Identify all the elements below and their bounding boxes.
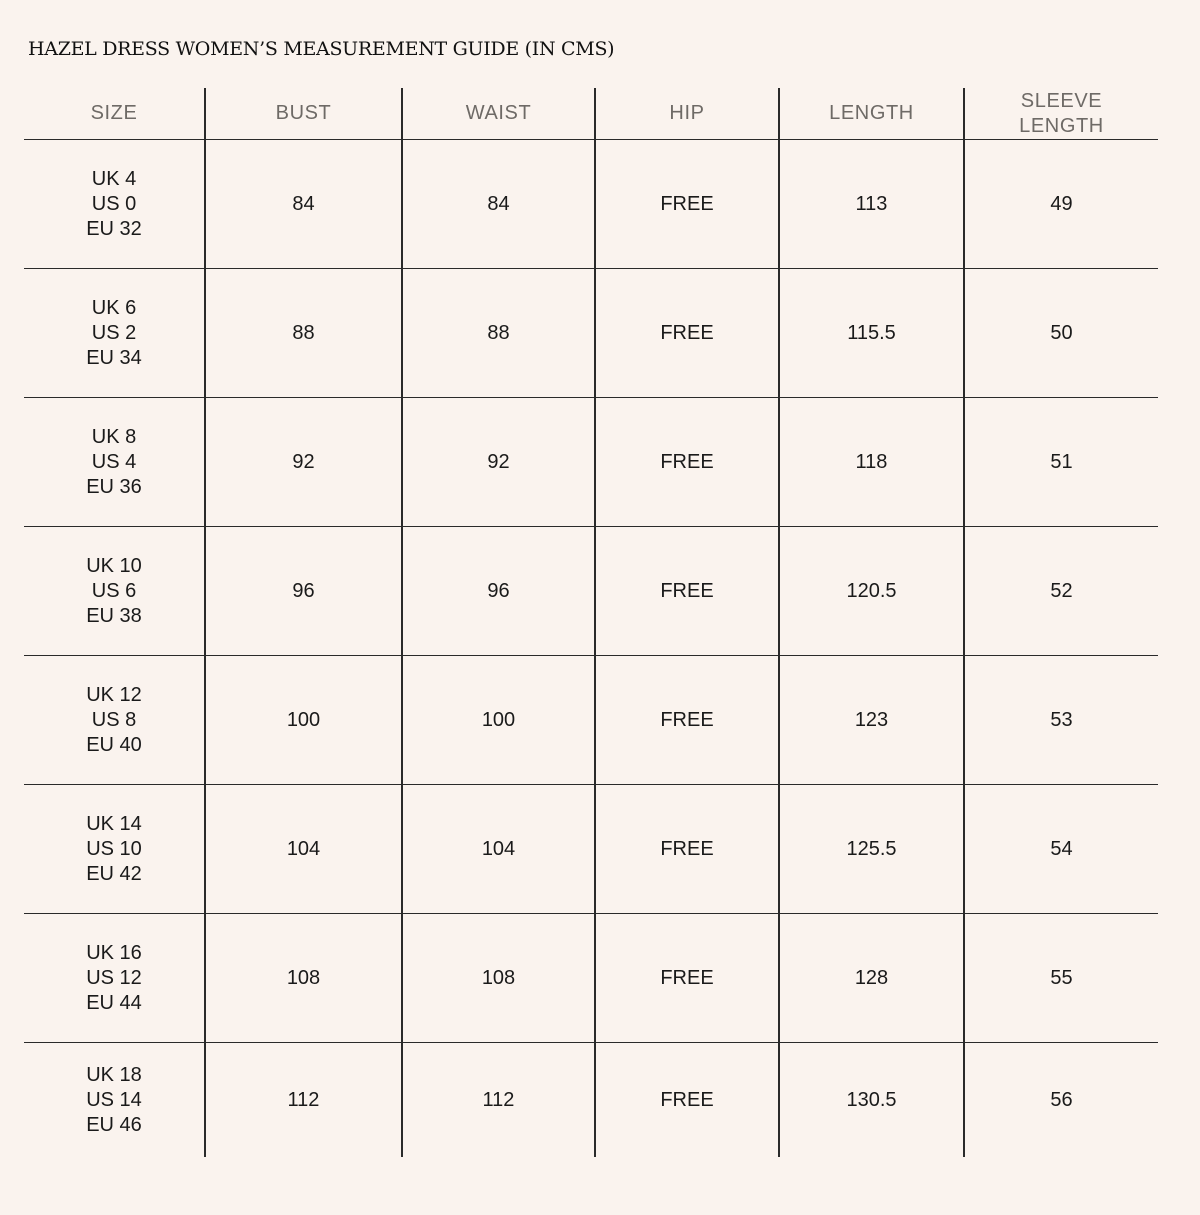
sleeve-length-cell: 55 <box>964 914 1158 1043</box>
size-cell <box>24 656 205 785</box>
hip-cell: FREE <box>595 269 779 398</box>
length-cell: 123 <box>779 656 964 785</box>
header-waist: WAIST <box>402 88 595 140</box>
size-uk: UK 16 <box>86 941 142 964</box>
table-row <box>24 785 1158 914</box>
table-row <box>24 656 1158 785</box>
size-us: US 6 <box>91 579 137 602</box>
length-cell: 130.5 <box>779 1043 964 1158</box>
table-row <box>24 140 1158 269</box>
page-title: HAZEL DRESS WOMEN’S MEASUREMENT GUIDE (IN CMS) <box>28 38 615 60</box>
size-us: US 0 <box>91 192 137 215</box>
size-eu: EU 32 <box>86 217 142 240</box>
size-us: US 14 <box>86 1088 142 1111</box>
size-cell <box>24 1043 205 1158</box>
sleeve-length-cell: 51 <box>964 398 1158 527</box>
size-us: US 2 <box>91 321 137 344</box>
size-uk: UK 4 <box>91 167 137 190</box>
table-row <box>24 527 1158 656</box>
size-uk: UK 18 <box>86 1063 142 1086</box>
hip-cell: FREE <box>595 398 779 527</box>
hip-cell: FREE <box>595 785 779 914</box>
length-cell: 120.5 <box>779 527 964 656</box>
header-size: SIZE <box>24 88 205 140</box>
length-cell: 113 <box>779 140 964 269</box>
hip-cell: FREE <box>595 527 779 656</box>
size-cell <box>24 398 205 527</box>
bust-cell: 84 <box>205 140 402 269</box>
table-row <box>24 1043 1158 1158</box>
bust-cell: 88 <box>205 269 402 398</box>
bust-cell: 112 <box>205 1043 402 1158</box>
size-cell <box>24 269 205 398</box>
waist-cell: 100 <box>402 656 595 785</box>
header-bust: BUST <box>205 88 402 140</box>
table-row <box>24 398 1158 527</box>
length-cell: 118 <box>779 398 964 527</box>
size-eu: EU 44 <box>86 991 142 1014</box>
length-cell: 125.5 <box>779 785 964 914</box>
waist-cell: 112 <box>402 1043 595 1158</box>
size-cell <box>24 527 205 656</box>
length-cell: 115.5 <box>779 269 964 398</box>
hip-cell: FREE <box>595 1043 779 1158</box>
size-us: US 4 <box>91 450 137 473</box>
size-eu: EU 42 <box>86 862 142 885</box>
sleeve-length-cell: 49 <box>964 140 1158 269</box>
header-length: LENGTH <box>779 88 964 140</box>
size-us: US 12 <box>86 966 142 989</box>
measurement-table <box>24 88 1158 1157</box>
waist-cell: 84 <box>402 140 595 269</box>
size-uk: UK 6 <box>91 296 137 319</box>
size-uk: UK 10 <box>86 554 142 577</box>
header-sleeve-length <box>964 88 1158 140</box>
waist-cell: 104 <box>402 785 595 914</box>
table-row <box>24 914 1158 1043</box>
hip-cell: FREE <box>595 140 779 269</box>
size-us: US 8 <box>91 708 137 731</box>
size-eu: EU 36 <box>86 475 142 498</box>
size-uk: UK 12 <box>86 683 142 706</box>
sleeve-length-cell: 54 <box>964 785 1158 914</box>
size-cell <box>24 914 205 1043</box>
sleeve-length-cell: 50 <box>964 269 1158 398</box>
size-us: US 10 <box>86 837 142 860</box>
size-eu: EU 34 <box>86 346 142 369</box>
sleeve-length-cell: 52 <box>964 527 1158 656</box>
bust-cell: 92 <box>205 398 402 527</box>
waist-cell: 96 <box>402 527 595 656</box>
size-cell <box>24 785 205 914</box>
sleeve-length-cell: 53 <box>964 656 1158 785</box>
size-uk: UK 8 <box>91 425 137 448</box>
length-cell: 128 <box>779 914 964 1043</box>
hip-cell: FREE <box>595 914 779 1043</box>
size-eu: EU 38 <box>86 604 142 627</box>
size-eu: EU 40 <box>86 733 142 756</box>
bust-cell: 108 <box>205 914 402 1043</box>
bust-cell: 104 <box>205 785 402 914</box>
size-uk: UK 14 <box>86 812 142 835</box>
hip-cell: FREE <box>595 656 779 785</box>
header-sleeve-line1: SLEEVE <box>1020 89 1103 112</box>
header-row <box>24 88 1158 140</box>
sleeve-length-cell: 56 <box>964 1043 1158 1158</box>
bust-cell: 96 <box>205 527 402 656</box>
table-row <box>24 269 1158 398</box>
size-cell <box>24 140 205 269</box>
waist-cell: 88 <box>402 269 595 398</box>
header-hip: HIP <box>595 88 779 140</box>
waist-cell: 108 <box>402 914 595 1043</box>
waist-cell: 92 <box>402 398 595 527</box>
size-eu: EU 46 <box>86 1113 142 1136</box>
bust-cell: 100 <box>205 656 402 785</box>
header-sleeve-line2: LENGTH <box>1019 114 1104 137</box>
